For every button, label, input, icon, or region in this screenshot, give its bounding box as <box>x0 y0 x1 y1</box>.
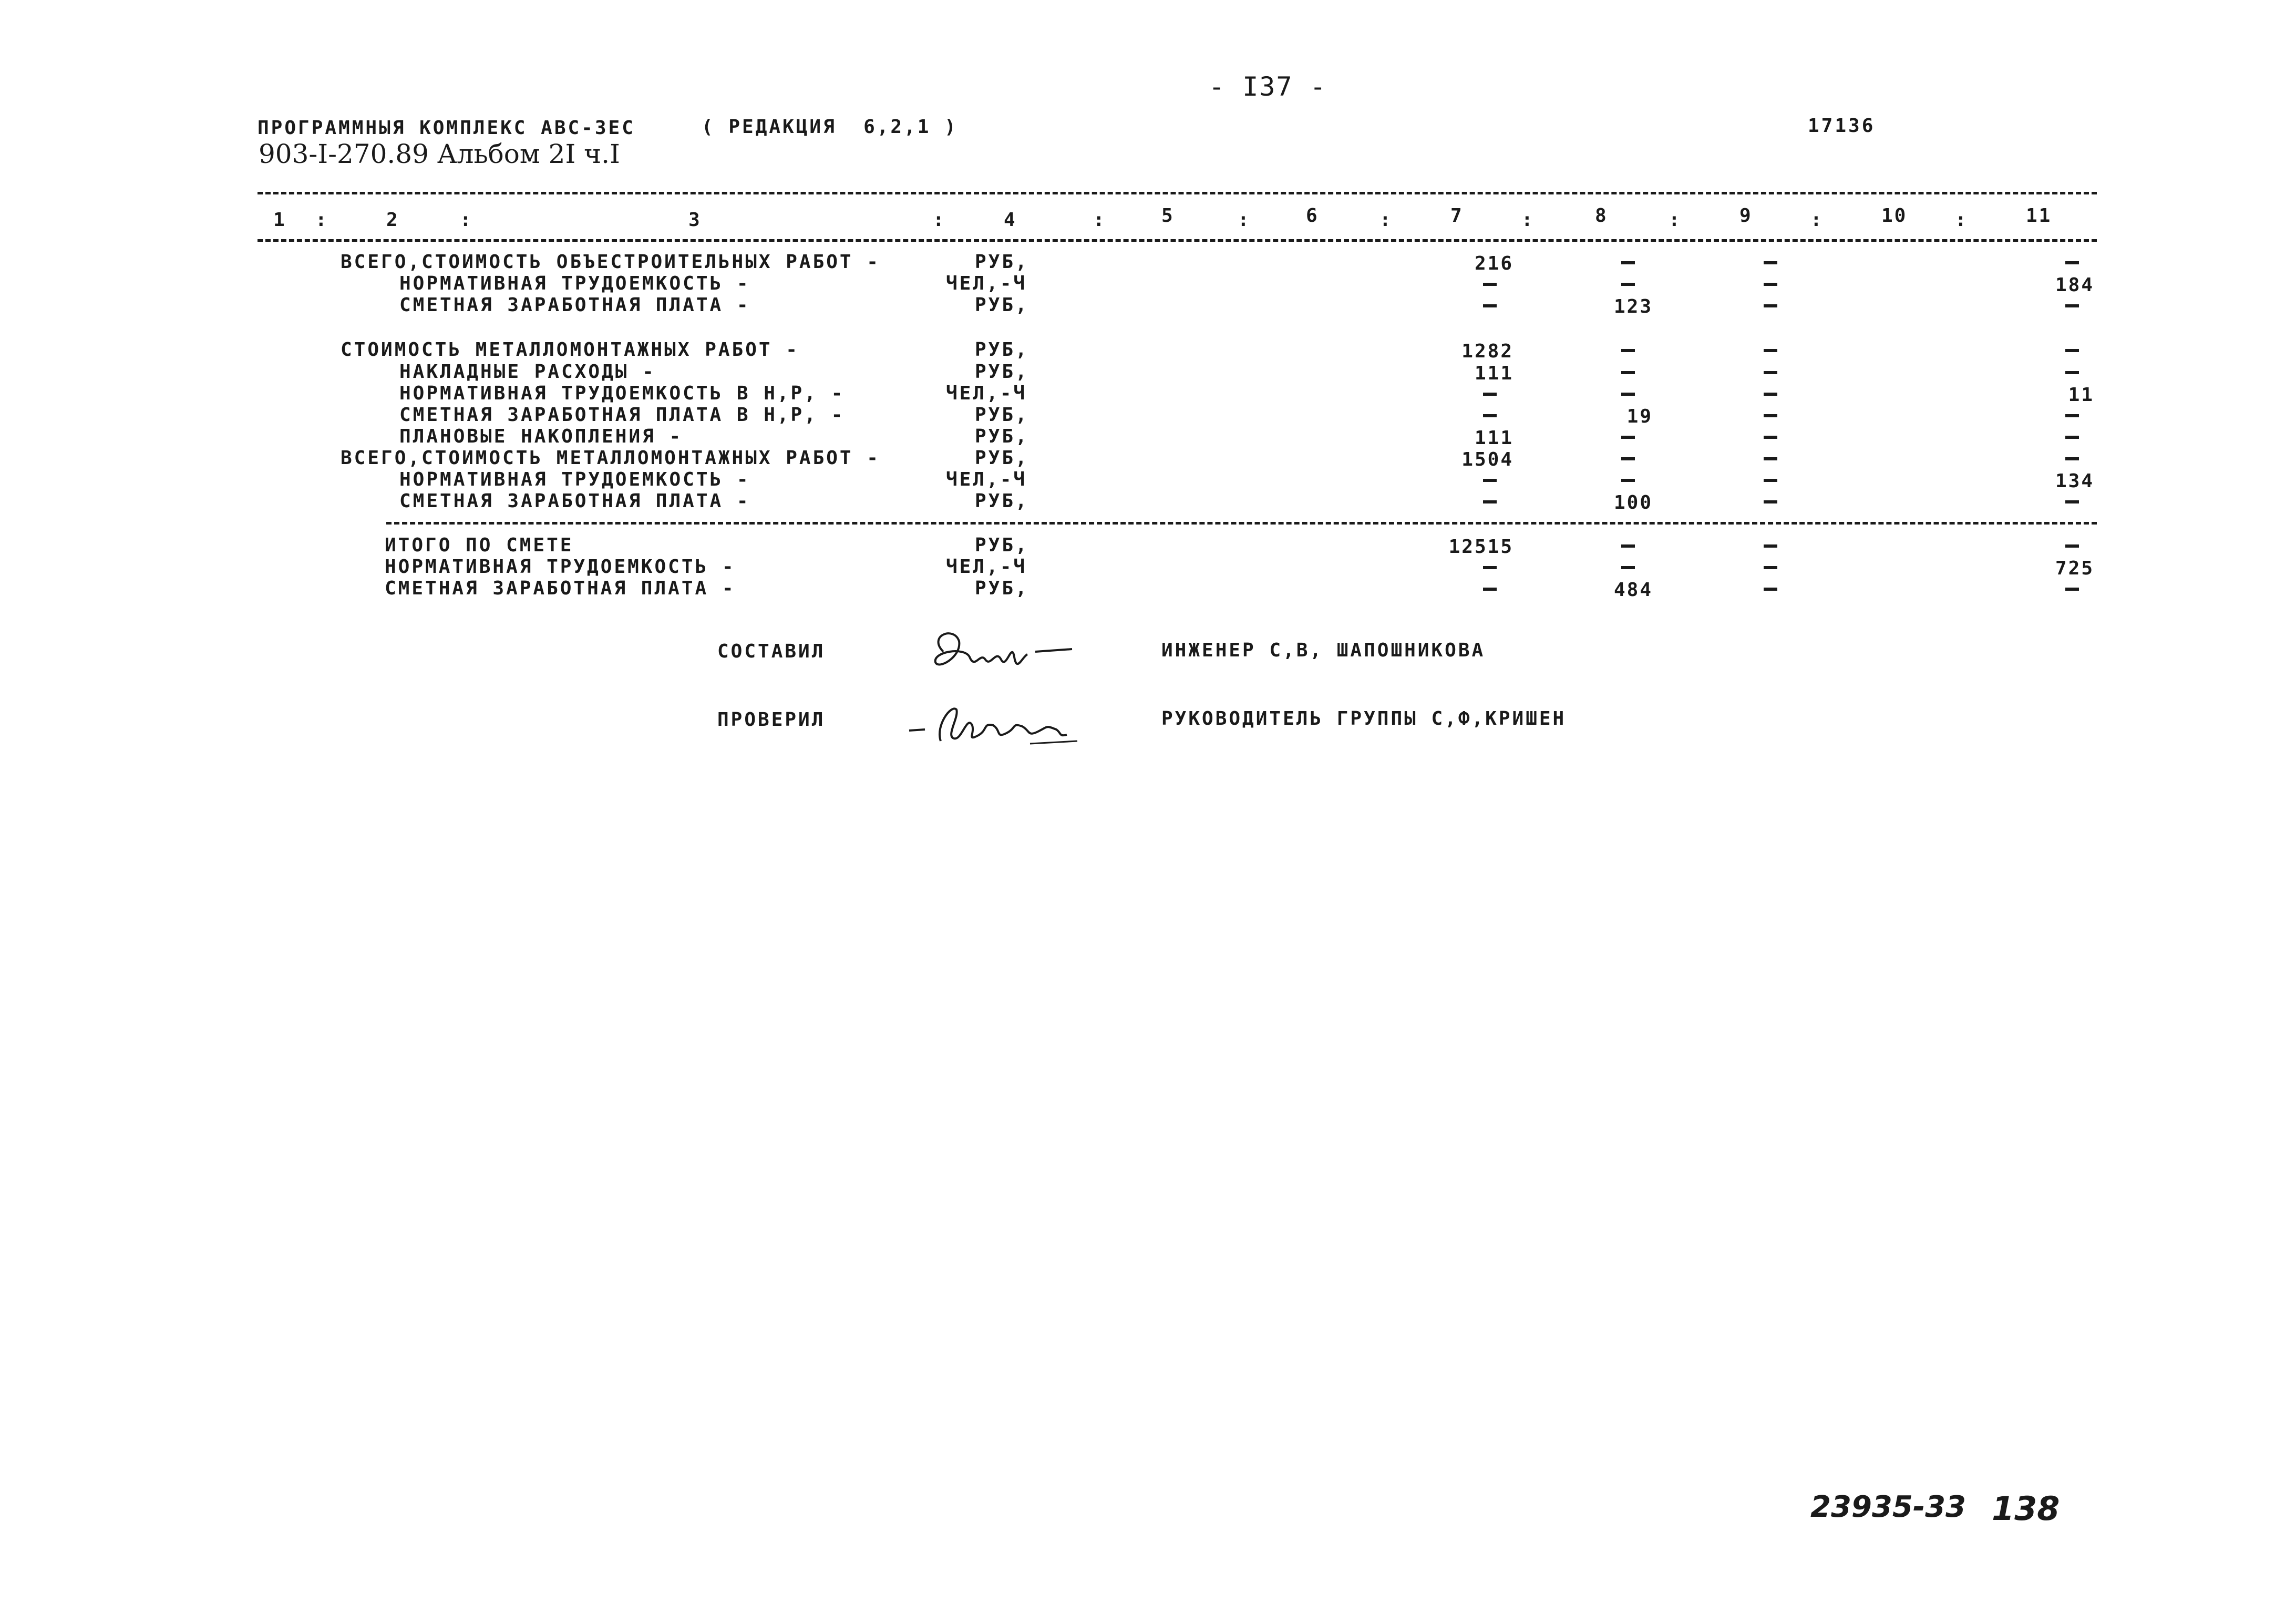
column-header: 1 <box>273 209 286 231</box>
dash-cell <box>2065 414 2079 417</box>
value-cell: 11 <box>2068 384 2094 406</box>
row-unit: РУБ, <box>975 426 1029 447</box>
row-unit: РУБ, <box>975 404 1029 426</box>
row-label: СТОИМОСТЬ МЕТАЛЛОМОНТАЖНЫХ РАБОТ - <box>341 339 799 361</box>
dash-cell <box>1621 283 1635 286</box>
column-header: 4 <box>1004 209 1017 231</box>
dash-cell <box>1621 261 1635 264</box>
compiler-signature <box>922 620 1101 688</box>
dash-cell <box>1483 283 1497 286</box>
checker-signature <box>904 694 1104 757</box>
column-separator: : <box>1955 209 1968 231</box>
dash-cell <box>1764 566 1777 569</box>
column-separator: : <box>1379 209 1393 231</box>
dash-cell <box>1483 304 1497 307</box>
row-unit: РУБ, <box>975 447 1029 469</box>
dash-cell <box>1764 283 1777 286</box>
dash-cell <box>1764 500 1777 503</box>
row-unit: ЧЕЛ,-Ч <box>946 273 1027 294</box>
value-cell: 1504 <box>1461 449 1513 470</box>
row-unit: ЧЕЛ,-Ч <box>946 556 1027 578</box>
row-label: ИТОГО ПО СМЕТЕ <box>385 534 574 556</box>
column-separator: : <box>1093 209 1106 231</box>
row-unit: РУБ, <box>975 534 1029 556</box>
column-separator: : <box>1238 209 1251 231</box>
row-label: НОРМАТИВНАЯ ТРУДОЕМКОСТЬ - <box>399 273 750 294</box>
dash-cell <box>1621 436 1635 439</box>
column-header: 2 <box>386 209 399 231</box>
row-label: ВСЕГО,СТОИМОСТЬ МЕТАЛЛОМОНТАЖНЫХ РАБОТ - <box>341 447 880 469</box>
value-cell: 19 <box>1626 406 1653 427</box>
dash-cell <box>1764 371 1777 374</box>
dash-cell <box>1621 566 1635 569</box>
value-cell: 111 <box>1474 363 1513 384</box>
checked-by: РУКОВОДИТЕЛЬ ГРУППЫ С,Ф,КРИШЕН <box>1161 708 1567 729</box>
project-title: 903-I-270.89 Альбом 2I ч.I <box>259 139 620 169</box>
dash-cell <box>1764 261 1777 264</box>
row-label: СМЕТНАЯ ЗАРАБОТНАЯ ПЛАТА - <box>399 490 750 512</box>
row-label: СМЕТНАЯ ЗАРАБОТНАЯ ПЛАТА В Н,Р, - <box>399 404 845 426</box>
dash-cell <box>1621 479 1635 482</box>
value-cell: 216 <box>1474 253 1513 274</box>
value-cell: 1282 <box>1461 341 1513 362</box>
program-name: ПРОГРАММНЫЯ КОМПЛЕКС АВС-3ЕС <box>258 117 635 139</box>
page-number: - I37 - <box>1209 71 1327 102</box>
column-separator: : <box>1810 209 1824 231</box>
program-edition: ( РЕДАКЦИЯ 6,2,1 ) <box>702 116 958 138</box>
value-cell: 111 <box>1474 427 1513 449</box>
dash-cell <box>2065 349 2079 352</box>
value-cell: 725 <box>2055 558 2094 579</box>
dash-cell <box>1483 566 1497 569</box>
value-cell: 184 <box>2055 274 2094 296</box>
dash-cell <box>1483 588 1497 591</box>
column-header: 8 <box>1595 205 1608 227</box>
row-unit: РУБ, <box>975 294 1029 316</box>
column-header: 6 <box>1306 205 1319 227</box>
document-number: 23935-33 <box>1810 1490 1966 1524</box>
row-label: ВСЕГО,СТОИМОСТЬ ОБЪЕСТРОИТЕЛЬНЫХ РАБОТ - <box>341 251 880 273</box>
dash-cell <box>1764 304 1777 307</box>
row-unit: РУБ, <box>975 578 1029 599</box>
dash-cell <box>1764 544 1777 548</box>
column-header: 11 <box>2026 205 2052 227</box>
dash-cell <box>1764 436 1777 439</box>
value-cell: 100 <box>1613 492 1653 513</box>
dash-cell <box>1621 544 1635 548</box>
dash-cell <box>1483 414 1497 417</box>
value-cell: 484 <box>1613 579 1653 601</box>
row-unit: РУБ, <box>975 251 1029 273</box>
row-unit: ЧЕЛ,-Ч <box>946 469 1027 490</box>
dash-cell <box>1483 479 1497 482</box>
row-unit: РУБ, <box>975 490 1029 512</box>
dash-cell <box>2065 500 2079 503</box>
dash-cell <box>1764 479 1777 482</box>
header-bottom-rule <box>258 239 2097 242</box>
row-label: СМЕТНАЯ ЗАРАБОТНАЯ ПЛАТА - <box>385 578 736 599</box>
column-separator: : <box>1521 209 1535 231</box>
dash-cell <box>1483 500 1497 503</box>
checked-label: ПРОВЕРИЛ <box>717 709 826 731</box>
row-label: НАКЛАДНЫЕ РАСХОДЫ - <box>399 361 656 383</box>
dash-cell <box>2065 588 2079 591</box>
totals-rule <box>386 522 2097 525</box>
dash-cell <box>1764 414 1777 417</box>
dash-cell <box>1483 393 1497 396</box>
compiled-by: ИНЖЕНЕР С,В, ШАПОШНИКОВА <box>1161 640 1486 661</box>
document-code: 17136 <box>1808 115 1876 137</box>
dash-cell <box>1621 393 1635 396</box>
column-header: 10 <box>1881 205 1908 227</box>
compiled-label: СОСТАВИЛ <box>717 641 826 662</box>
table-top-rule <box>258 192 2097 194</box>
dash-cell <box>1764 349 1777 352</box>
column-header: 5 <box>1161 205 1175 227</box>
value-cell: 123 <box>1613 296 1653 317</box>
dash-cell <box>1621 349 1635 352</box>
column-header: 3 <box>688 209 702 231</box>
dash-cell <box>2065 436 2079 439</box>
row-unit: ЧЕЛ,-Ч <box>946 383 1027 404</box>
dash-cell <box>1621 371 1635 374</box>
row-label: ПЛАНОВЫЕ НАКОПЛЕНИЯ - <box>399 426 683 447</box>
value-cell: 134 <box>2055 470 2094 492</box>
column-separator: : <box>460 209 473 231</box>
column-header: 7 <box>1450 205 1464 227</box>
column-separator: : <box>1669 209 1682 231</box>
row-unit: РУБ, <box>975 361 1029 383</box>
column-separator: : <box>933 209 946 231</box>
row-unit: РУБ, <box>975 339 1029 361</box>
value-cell: 12515 <box>1448 536 1513 558</box>
column-header: 9 <box>1739 205 1753 227</box>
column-separator: : <box>315 209 328 231</box>
dash-cell <box>1621 457 1635 460</box>
dash-cell <box>1764 457 1777 460</box>
dash-cell <box>1764 393 1777 396</box>
dash-cell <box>2065 457 2079 460</box>
row-label: НОРМАТИВНАЯ ТРУДОЕМКОСТЬ - <box>385 556 736 578</box>
dash-cell <box>2065 304 2079 307</box>
dash-cell <box>1764 588 1777 591</box>
dash-cell <box>2065 261 2079 264</box>
row-label: НОРМАТИВНАЯ ТРУДОЕМКОСТЬ - <box>399 469 750 490</box>
sheet-number: 138 <box>1992 1489 2060 1528</box>
dash-cell <box>2065 544 2079 548</box>
dash-cell <box>2065 371 2079 374</box>
row-label: СМЕТНАЯ ЗАРАБОТНАЯ ПЛАТА - <box>399 294 750 316</box>
row-label: НОРМАТИВНАЯ ТРУДОЕМКОСТЬ В Н,Р, - <box>399 383 845 404</box>
